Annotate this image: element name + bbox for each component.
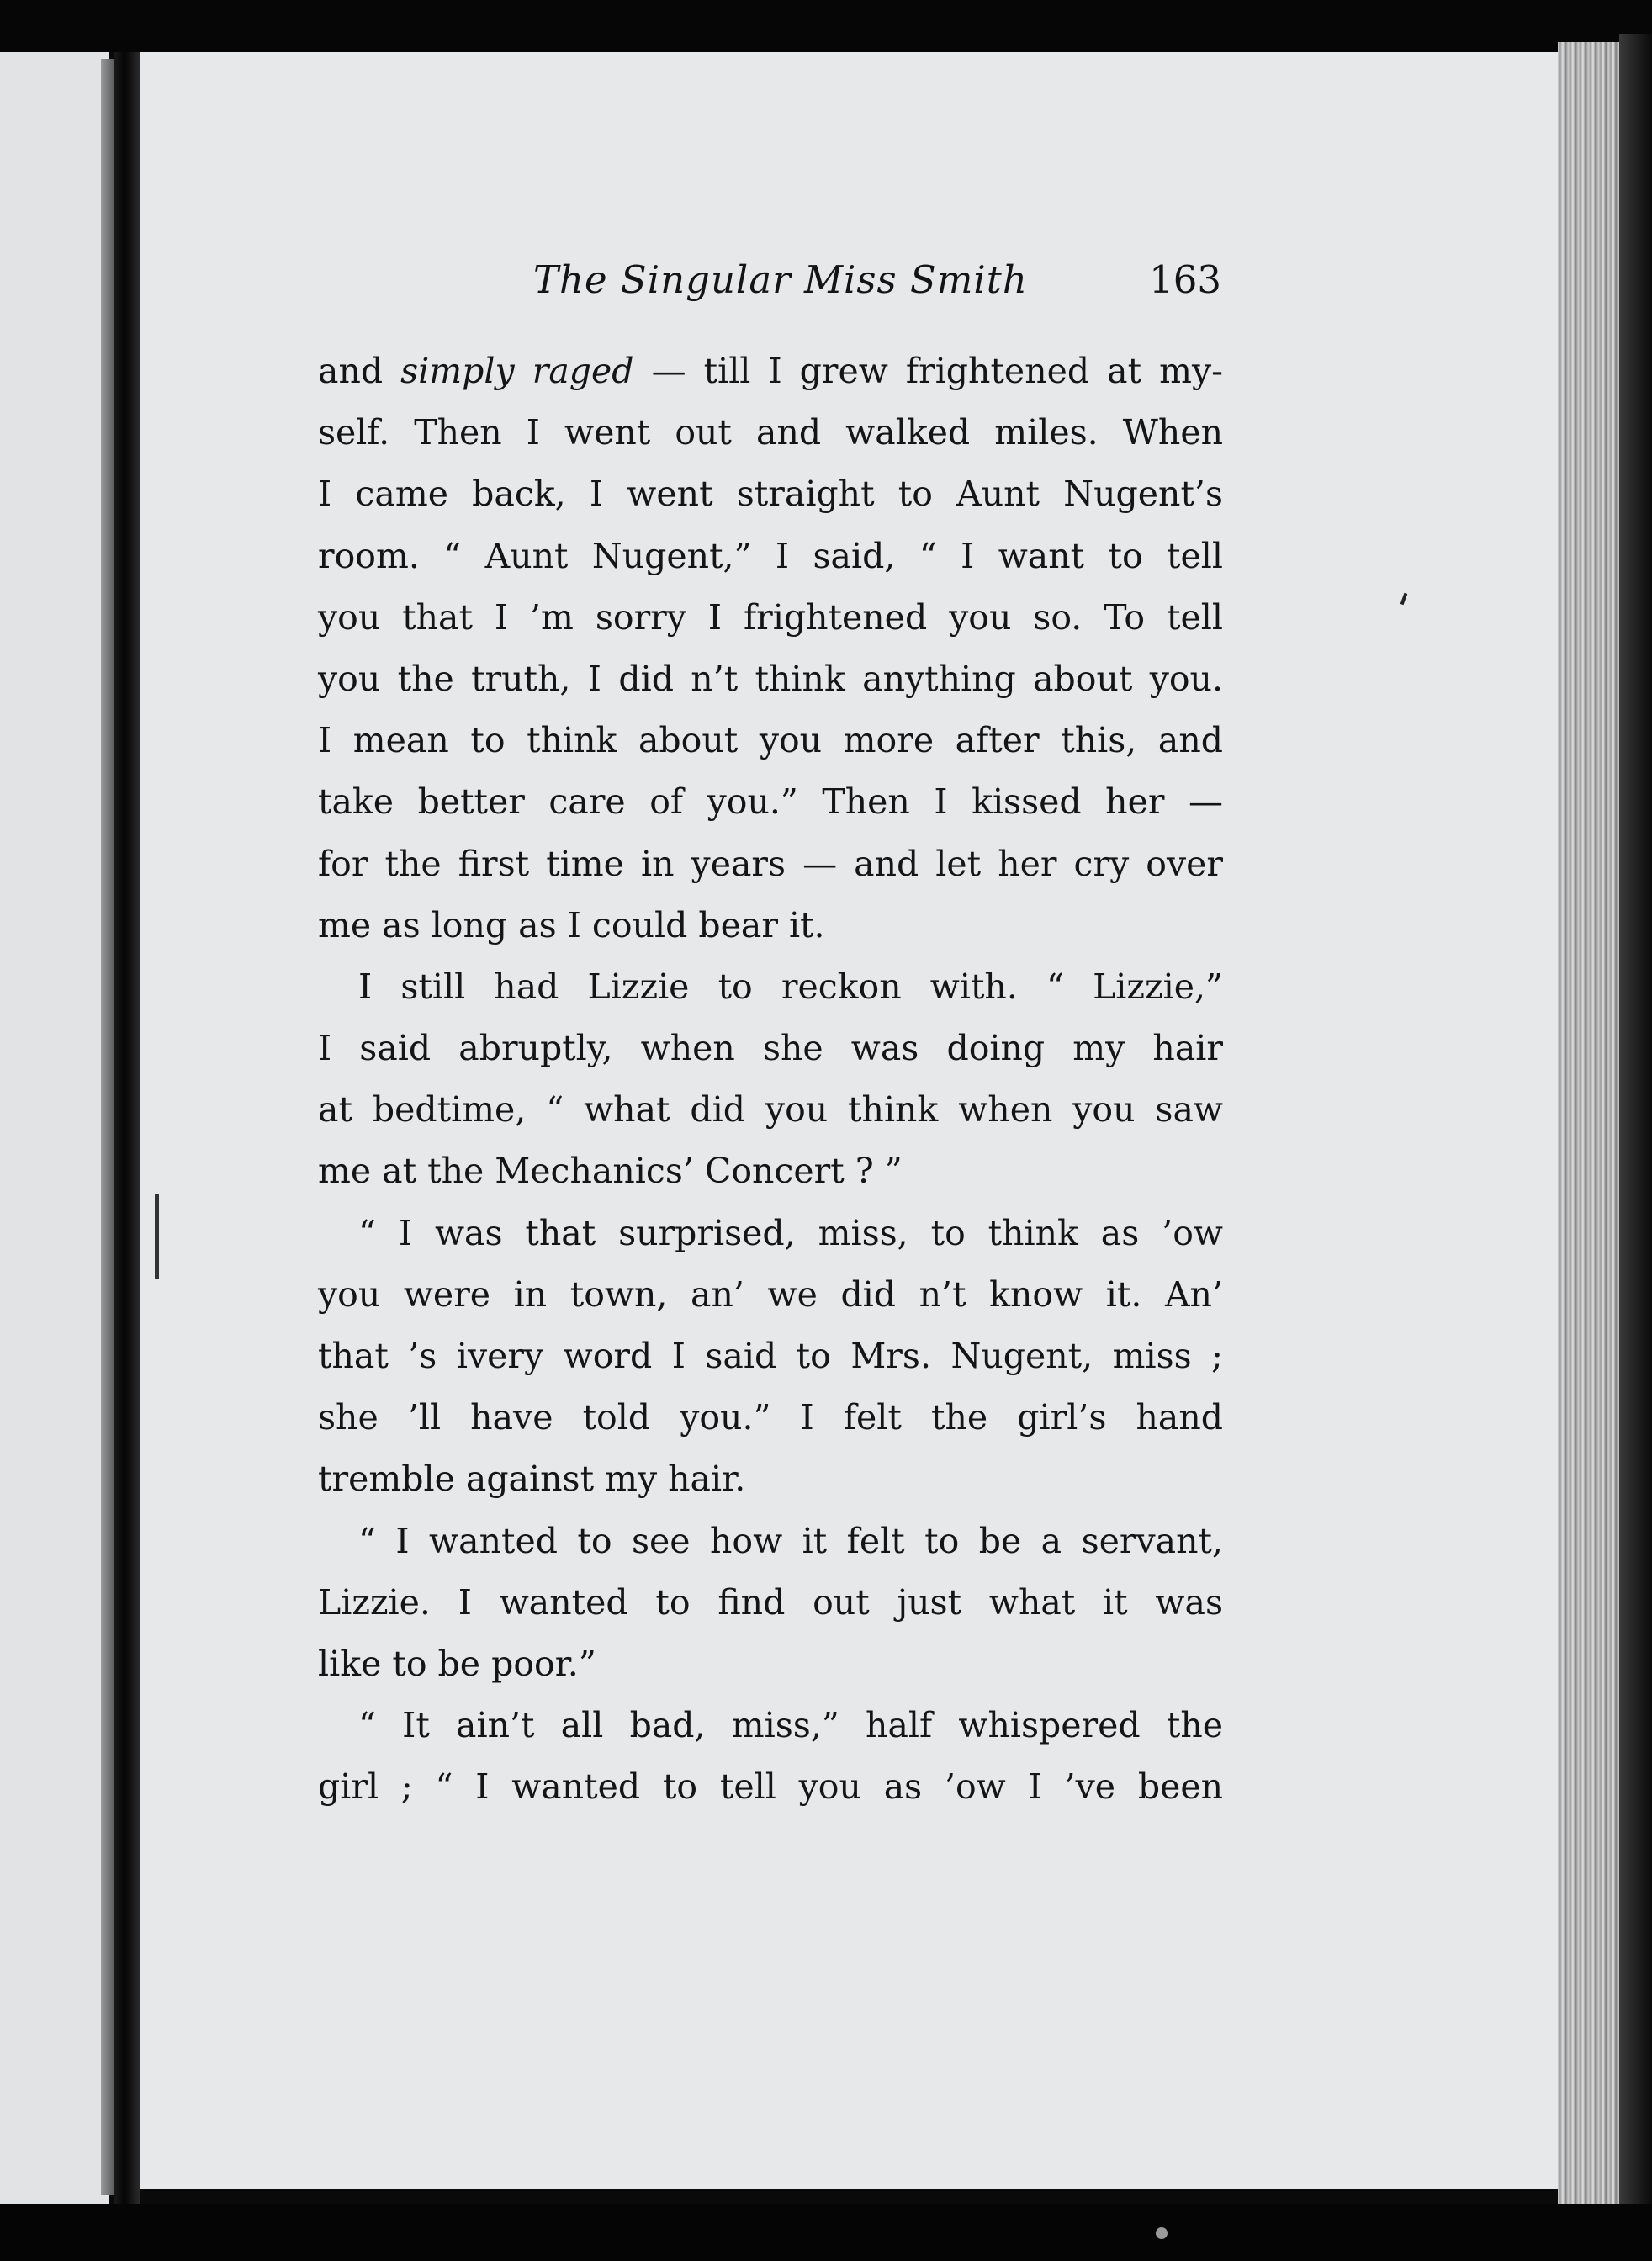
facing-page-edge — [0, 52, 109, 2205]
body-text — [318, 341, 1223, 1819]
text-line: “ I was that surprised, miss, to think as ’ow — [358, 1212, 1223, 1253]
text-line: you were in town, an’ we did n’t know it. An’ — [318, 1273, 1223, 1315]
scan-right-border — [1619, 34, 1652, 2221]
text-line: and simply raged — till I grew frightened at my- — [318, 351, 1223, 391]
text-line: you that I ’m sorry I frightened you so. To tell — [318, 596, 1223, 638]
text-line: room. “ Aunt Nugent,” I said, “ I want to tell — [318, 535, 1223, 576]
text-line: me at the Mechanics’ Concert ? ” — [318, 1151, 903, 1192]
text-line: I said abruptly, when she was doing my hair — [318, 1028, 1223, 1069]
book-gutter — [114, 52, 140, 2205]
text-line: I still had Lizzie to reckon with. “ Lizzie,” — [358, 966, 1223, 1007]
text-line: that ’s ivery word I said to Mrs. Nugent, miss ; — [318, 1336, 1223, 1376]
text-line: take better care of you.” Then I kissed her — — [318, 781, 1223, 823]
text-line: “ It ain’t all bad, miss,” half whispered the — [358, 1705, 1223, 1746]
text-line: I mean to think about you more after this, and — [318, 720, 1223, 761]
text-line: me as long as I could bear it. — [318, 904, 825, 945]
emphasis: simply raged — [400, 351, 634, 391]
text-line: Lizzie. I wanted to find out just what it was — [318, 1581, 1223, 1623]
text-line: tremble against my hair. — [318, 1459, 746, 1500]
page-number: 163 — [1149, 257, 1221, 302]
text-line: girl ; “ I wanted to tell you as ’ow I ’ve been — [318, 1766, 1223, 1808]
text-line: at bedtime, “ what did you think when you saw — [318, 1089, 1223, 1130]
text-line: for the first time in years — and let her cry over — [318, 843, 1223, 884]
scan-top-border — [0, 0, 1652, 52]
running-header — [318, 254, 1223, 313]
scan-speck — [155, 1194, 159, 1279]
scan-bottom-border — [0, 2204, 1652, 2261]
text-line: like to be poor.” — [318, 1643, 596, 1684]
text-line: she ’ll have told you.” I felt the girl’s hand — [318, 1397, 1223, 1438]
scan-speck — [1156, 2227, 1168, 2239]
running-title: The Singular Miss Smith — [533, 257, 1028, 302]
text-line: “ I wanted to see how it felt to be a servant, — [358, 1520, 1223, 1561]
text-line: you the truth, I did n’t think anything about you. — [318, 658, 1223, 699]
text-line: I came back, I went straight to Aunt Nugent’s — [318, 474, 1223, 515]
facing-page-shadow — [101, 59, 114, 2195]
text-line: self. Then I went out and walked miles. When — [318, 412, 1223, 453]
